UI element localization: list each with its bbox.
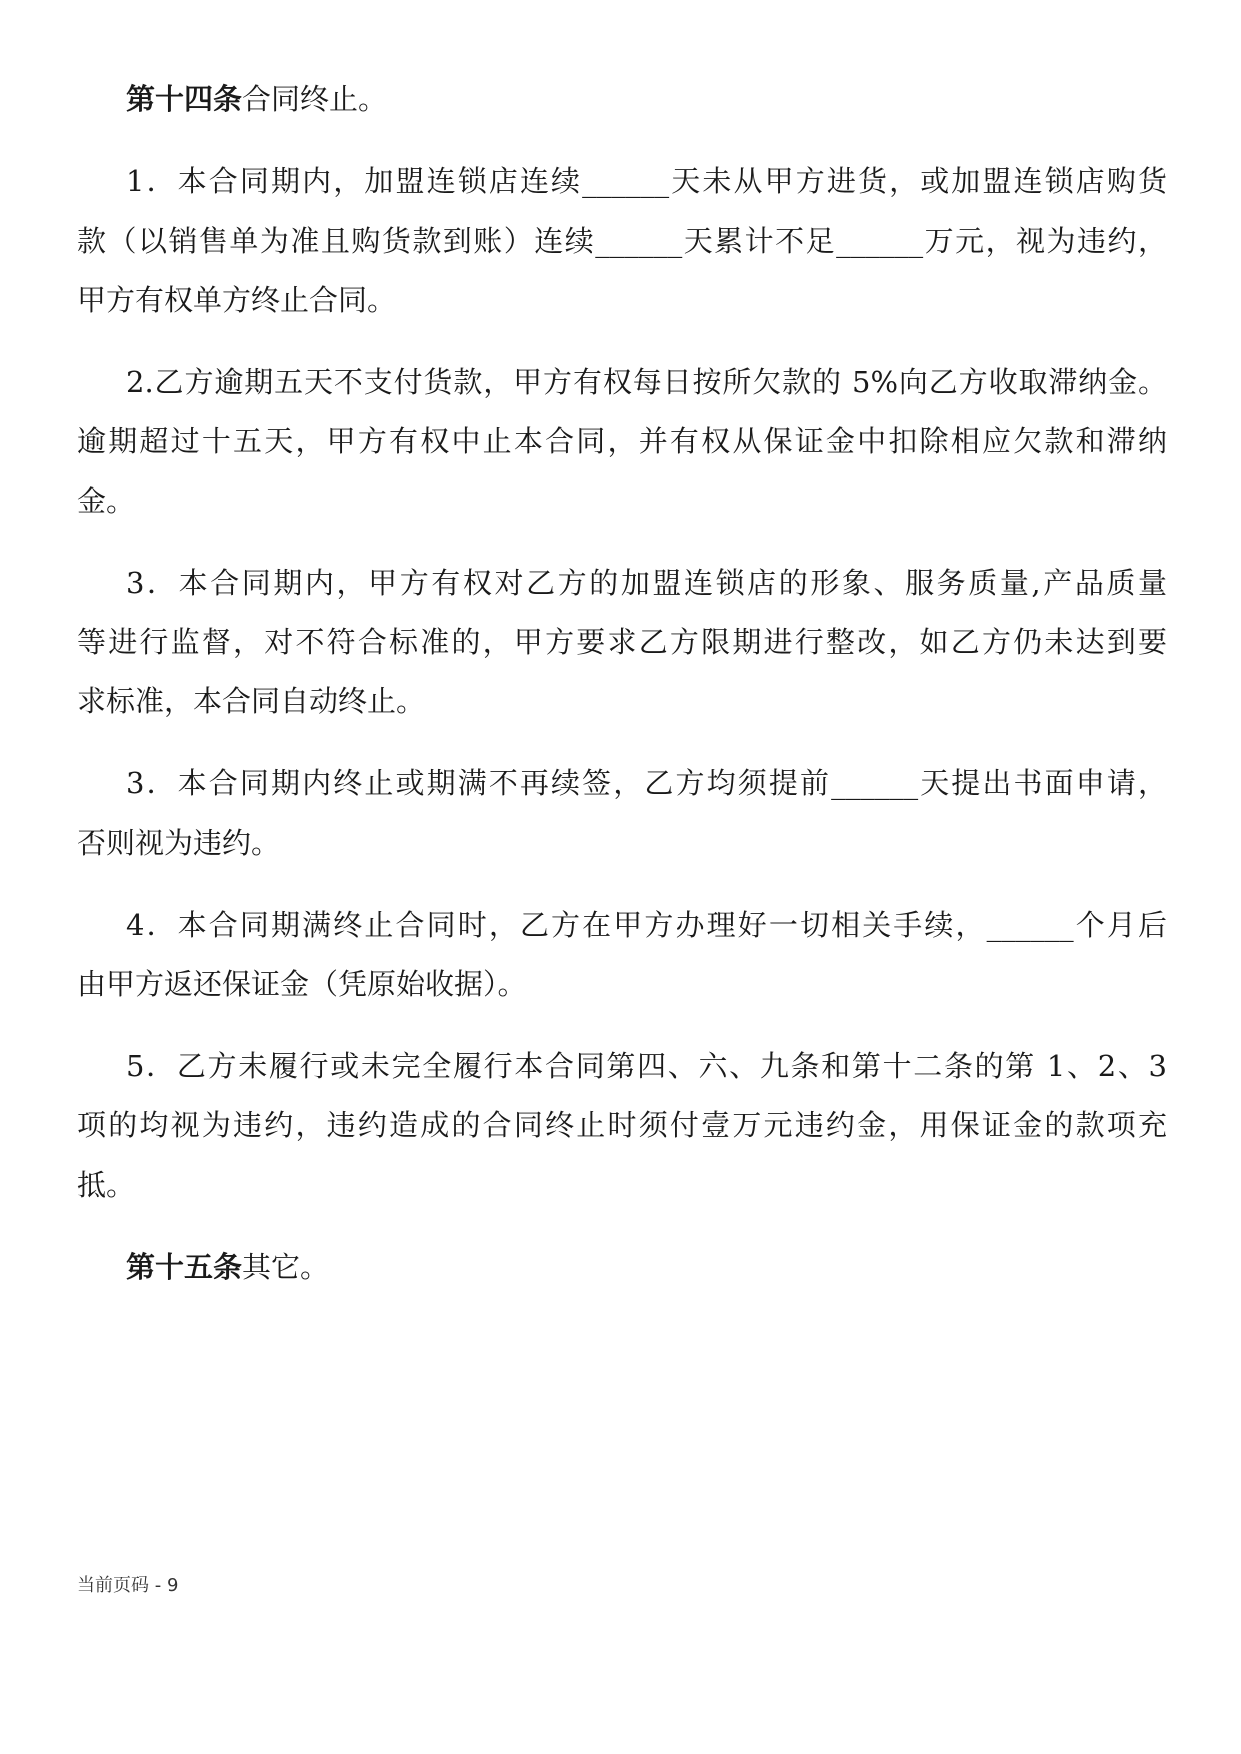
clause-2-line-1: 2.乙方逾期五天不支付货款，甲方有权每日按所欠款的 5%向乙方收取滞纳金。 xyxy=(126,365,1167,399)
page-number-footer: 当前页码 - 9 xyxy=(77,1575,179,1596)
clause-2-line-2: 逾期超过十五天，甲方有权中止本合同，并有权从保证金中扣除相应欠款和滞纳 xyxy=(77,424,1167,458)
clause-4-line-1: 4．本合同期满终止合同时，乙方在甲方办理好一切相关手续，______个月后 xyxy=(126,908,1167,942)
clause-4-line-2: 由甲方返还保证金（凭原始收据）。 xyxy=(77,967,527,1001)
article-15-number: 第十五条 xyxy=(126,1250,243,1284)
clause-2-line-3: 金。 xyxy=(77,484,136,518)
clause-3a-line-2: 等进行监督，对不符合标准的，甲方要求乙方限期进行整改，如乙方仍未达到要 xyxy=(77,625,1167,659)
article-15-heading xyxy=(126,1247,329,1287)
clause-3a-line-1: 3．本合同期内，甲方有权对乙方的加盟连锁店的形象、服务质量,产品质量 xyxy=(126,566,1167,600)
clause-3b-line-2: 否则视为违约。 xyxy=(77,826,281,860)
article-14-title: 合同终止。 xyxy=(242,82,388,116)
clause-3a-line-3: 求标准，本合同自动终止。 xyxy=(77,684,426,718)
article-15-title: 其它。 xyxy=(242,1250,330,1284)
clause-5-line-2: 项的均视为违约，违约造成的合同终止时须付壹万元违约金，用保证金的款项充 xyxy=(77,1108,1167,1142)
clause-1-line-2: 款（以销售单为准且购货款到账）连续______天累计不足______万元，视为违约， xyxy=(77,224,1167,258)
article-14-heading xyxy=(126,79,387,119)
clause-1-line-3: 甲方有权单方终止合同。 xyxy=(77,283,397,317)
article-14-number: 第十四条 xyxy=(126,82,243,116)
clause-5-line-1: 5．乙方未履行或未完全履行本合同第四、六、九条和第十二条的第 1、2、3 xyxy=(126,1049,1167,1083)
clause-5-line-3: 抵。 xyxy=(77,1168,136,1202)
clause-1-line-1: 1．本合同期内，加盟连锁店连续______天未从甲方进货，或加盟连锁店购货 xyxy=(126,164,1167,198)
clause-3b-line-1: 3．本合同期内终止或期满不再续签，乙方均须提前______天提出书面申请， xyxy=(126,766,1167,800)
